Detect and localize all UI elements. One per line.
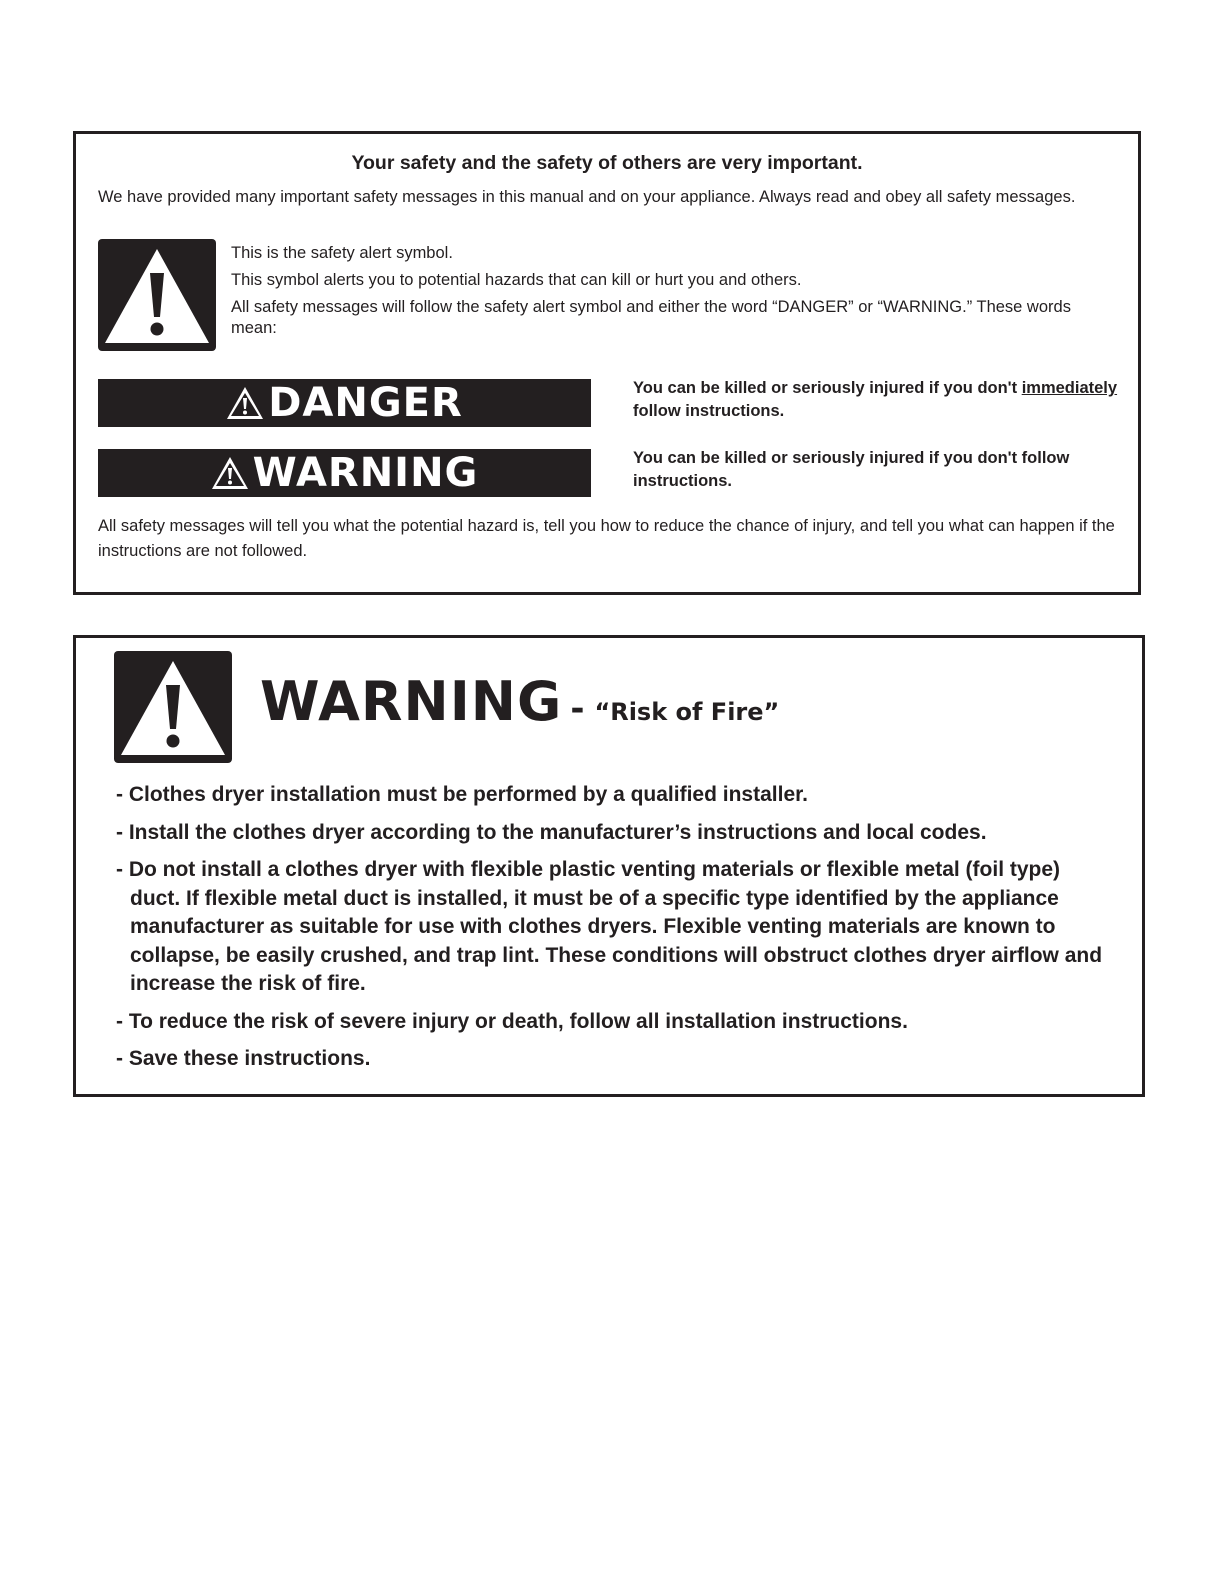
- alert-triangle-icon: [226, 386, 264, 420]
- risk-of-fire-subtitle: “Risk of Fire”: [594, 698, 780, 726]
- warning-word: WARNING: [260, 670, 563, 733]
- list-item: - Clothes dryer installation must be performed by a qualified installer.: [116, 783, 808, 806]
- fire-warning-box: [73, 635, 1145, 1097]
- safety-info-box: [73, 131, 1141, 595]
- list-item: - Save these instructions.: [116, 1047, 371, 1070]
- list-item: - Install the clothes dryer according to the manufacturer’s instructions and local codes.: [116, 820, 987, 844]
- fire-warning-list: [116, 781, 1116, 1083]
- list-item: - Do not install a clothes dryer with flexible plastic venting materials or flexible metal (foil type) duct. If flexible metal duct is installed, it must be of a specific type identified by the appliance manufacturer as suitable for use with clothes dryers. Flexible venting materials are known to collapse, be easily crushed, and trap lint. These conditions will obstruct clothes dryer airflow and increase the risk of fire.: [116, 858, 1103, 995]
- safety-heading: Your safety and the safety of others are very important.: [351, 152, 863, 174]
- danger-signal-word: [98, 379, 591, 427]
- warning-label: WARNING: [252, 450, 479, 496]
- warning-meaning: You can be killed or seriously injured if you don't follow instructions.: [633, 449, 1070, 490]
- danger-label: DANGER: [268, 380, 463, 426]
- safety-footer-text: All safety messages will tell you what the potential hazard is, tell you how to reduce the chance of injury, and tell you what can happen if the instructions are not followed.: [98, 517, 1115, 560]
- symbol-explanation: [231, 243, 1091, 339]
- title-separator: -: [570, 689, 585, 729]
- symbol-line: This is the safety alert symbol.: [231, 244, 453, 262]
- safety-intro-text: We have provided many important safety messages in this manual and on your appliance. Always read and obey all safety messages.: [98, 188, 1076, 206]
- danger-meaning: You can be killed or seriously injured if you don't immediately follow instructions.: [633, 379, 1118, 420]
- symbol-line: This symbol alerts you to potential hazards that can kill or hurt you and others.: [231, 271, 802, 289]
- list-item: - To reduce the risk of severe injury or death, follow all installation instructions.: [116, 1009, 908, 1033]
- fire-warning-title: [260, 670, 779, 733]
- emphasis-immediately: immediately: [1021, 379, 1118, 397]
- warning-signal-word: [98, 449, 591, 497]
- symbol-line: All safety messages will follow the safety alert symbol and either the word “DANGER” or “WARNING.” These words mean:: [231, 298, 1071, 337]
- safety-alert-icon: [98, 239, 216, 351]
- alert-triangle-icon: [211, 456, 249, 490]
- safety-alert-icon: [114, 651, 232, 763]
